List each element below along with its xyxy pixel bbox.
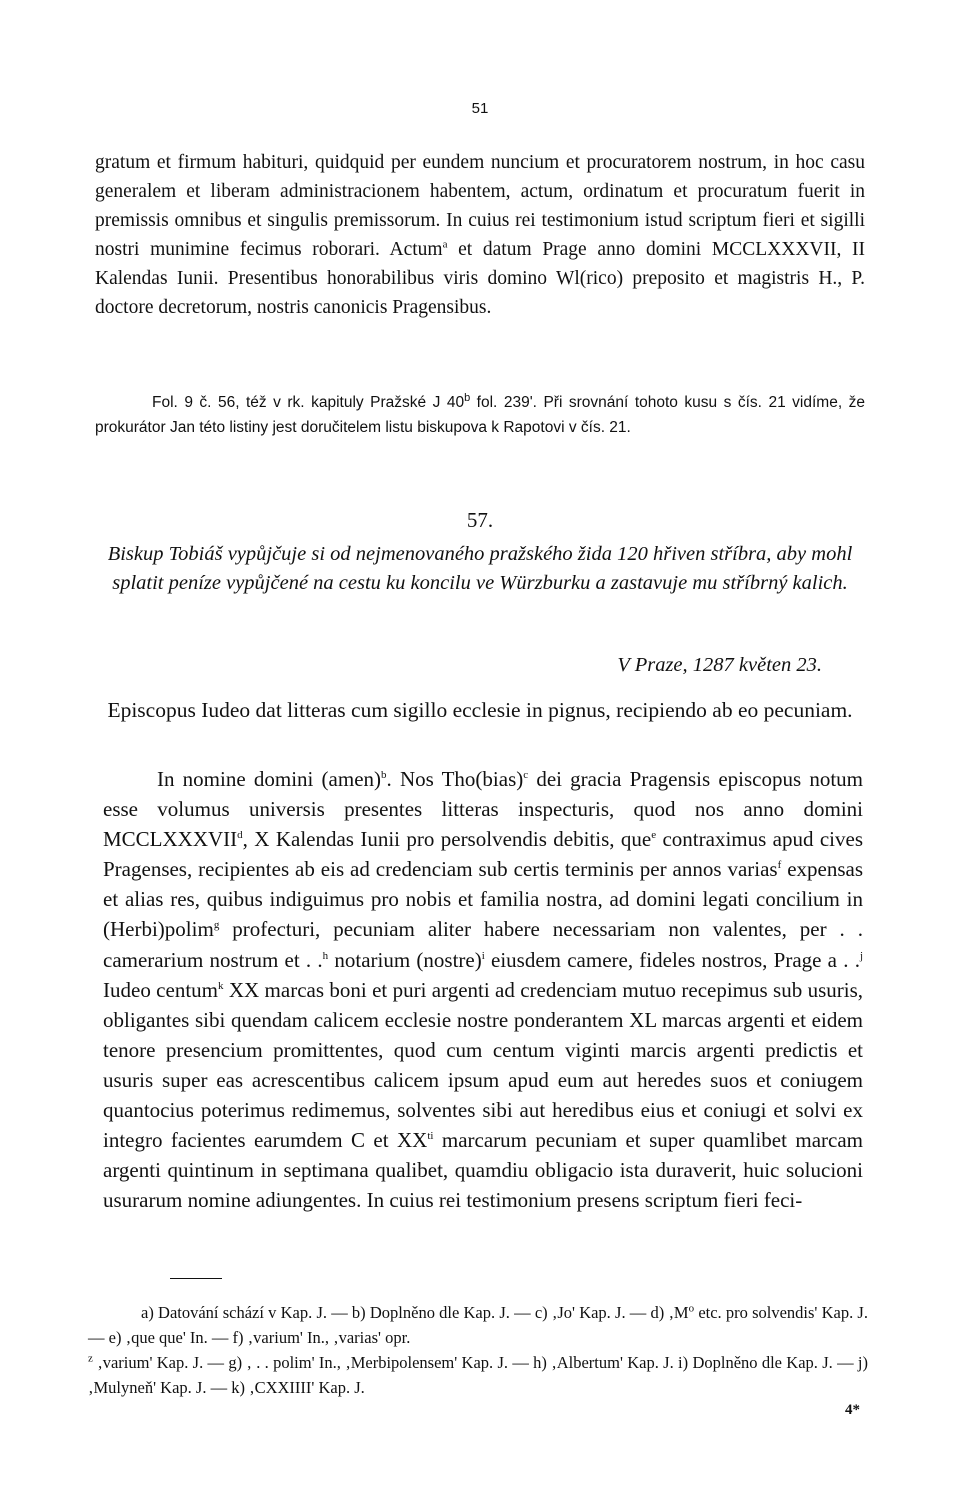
body-segment: expensas et alias res, quibus indiguimus pro nobis et familia nostra, ad domini legati concilium in (Herbi)polim bbox=[103, 857, 864, 942]
footnote-text: etc. pro solvendis' Kap. J. — e) ‚que que' In. — f) ‚varium' In., ‚varias' opr. bbox=[88, 1303, 868, 1347]
superscript: z bbox=[88, 1352, 93, 1365]
body-segment: . Nos Tho(bias) bbox=[386, 767, 524, 791]
document-number: 57. bbox=[466, 508, 494, 532]
footnote-mark: g bbox=[213, 919, 220, 932]
document-regest: Episcopus Iudeo dat litteras cum sigillo ecclesie in pignus, recipiendo ab eo pecuniam. bbox=[107, 698, 853, 722]
body-segment: Iudeo centum bbox=[103, 977, 218, 1002]
footnote-mark: c bbox=[523, 769, 529, 781]
body-segment: dei gracia Pragensis episcopus notum esse volumus universis presentes litteras inspecturis, quod nos anno domini MCCLXXXVII bbox=[103, 767, 863, 852]
footnote-rule bbox=[170, 1278, 222, 1279]
superscript: b bbox=[464, 391, 471, 404]
body-segment: XX marcas boni et puri argenti ad credenciam mutuo recepimus sub usuris, obligantes sibi quendam calicem ecclesie nostre ponderantem XL marcas argenti et eidem tenore presencium promittentes, quod cum centum viginti marcis argenti predictis et usuris super eas acrescentibus calicem ipsum apud eum aut heredes suos et coniugem quantocius poterimus redimemus, solventes sibi aut heredibus eius et coniugi et solvi ex integro facientes earumdem C et XX bbox=[103, 977, 864, 1153]
superscript: ti bbox=[427, 1130, 434, 1143]
archival-note bbox=[95, 390, 865, 440]
footnote-mark: f bbox=[777, 859, 782, 872]
page-number: 51 bbox=[471, 100, 489, 117]
footnote-mark: h bbox=[322, 949, 329, 962]
document-body bbox=[103, 764, 863, 1215]
previous-document-text bbox=[95, 148, 865, 322]
footnote-mark: e bbox=[651, 829, 657, 842]
body-segment: marcarum pecuniam et super quamlibet marcam argenti quintinum in septimana qualibet, quamdiu obligacio ista duraverit, huic solucioni usurarum nomine adiungentes. In cuius rei testimonium presens scriptum fieri feci- bbox=[103, 1128, 864, 1213]
document-date: V Praze, 1287 květen 23. bbox=[617, 654, 822, 676]
footnotes bbox=[88, 1300, 868, 1400]
footnote-mark: k bbox=[218, 979, 224, 992]
footnote-mark: a bbox=[442, 238, 448, 251]
body-segment: contraximus apud cives Pragenses, recipientes ab eis ad credenciam sub certis terminis per annos varias bbox=[103, 827, 864, 882]
archival-note-text: Fol. 9 č. 56, též v rk. kapituly Pražské J 40 bbox=[152, 394, 465, 411]
signature-mark: 4* bbox=[845, 1402, 860, 1418]
body-segment: profecturi, pecuniam aliter habere necessariam non valentes, per . . camerarium nostrum et . . bbox=[103, 917, 863, 972]
document-title: Biskup Tobiáš vypůjčuje si od nejmenovaného pražského žida 120 hřiven stříbra, aby mohl splatit peníze vypůjčené na cestu ku koncilu ve Würzburku a zastavuje mu stříbrný kalich. bbox=[107, 543, 853, 594]
body-segment: notarium (nostre) bbox=[328, 947, 482, 972]
previous-document-body-cont: et datum Prage anno domini MCCLXXXVII, II Kalendas Iunii. Presentibus honorabilibus viris domino Wl(rico) preposito et magistris H., P. doctore decretorum, nostris canonicis Pragensibus. bbox=[95, 239, 865, 318]
body-segment: , X Kalendas Iunii pro persolvendis debitis, que bbox=[242, 827, 652, 852]
footnote-text: ‚varium' Kap. J. — g) ‚ . . polim' In., ‚Merbipolensem' Kap. J. — h) ‚Albertum' Kap. J. i) Doplněno dle Kap. J. — j) ‚Mulyneň' Kap. J. — k) ‚CXXIIII' Kap. J. bbox=[88, 1353, 868, 1397]
footnote-mark: d bbox=[237, 829, 243, 842]
footnote-mark: i bbox=[481, 949, 485, 962]
previous-document-body: gratum et firmum habituri, quidquid per eundem nuncium et procuratorem nostrum, in hoc casu generalem et liberam administracionem habentem, actum, ordinatum et procuratum fuerit in premissis omnibus et singulis premissorum. In cuius rei testimonium istud scriptum fieri et sigilli nostri munimine fecimus roborari. Actum bbox=[95, 152, 865, 260]
footnote-text: a) Datování schází v Kap. J. — b) Doplněno dle Kap. J. — c) ‚Jo' Kap. J. — d) ‚M bbox=[141, 1303, 689, 1322]
superscript: o bbox=[688, 1302, 695, 1315]
body-segment: In nomine domini (amen) bbox=[157, 767, 382, 791]
footnote-mark: j bbox=[859, 949, 864, 962]
archival-note-text-cont: fol. 239'. Při srovnání tohoto kusu s čís. 21 vidíme, že prokurátor Jan této listiny jest doručitelem listu biskupova k Rapotovi v čís. 21. bbox=[95, 394, 865, 436]
footnote-mark: b bbox=[381, 769, 387, 781]
body-segment: eiusdem camere, fideles nostros, Prage a . . bbox=[484, 947, 860, 972]
